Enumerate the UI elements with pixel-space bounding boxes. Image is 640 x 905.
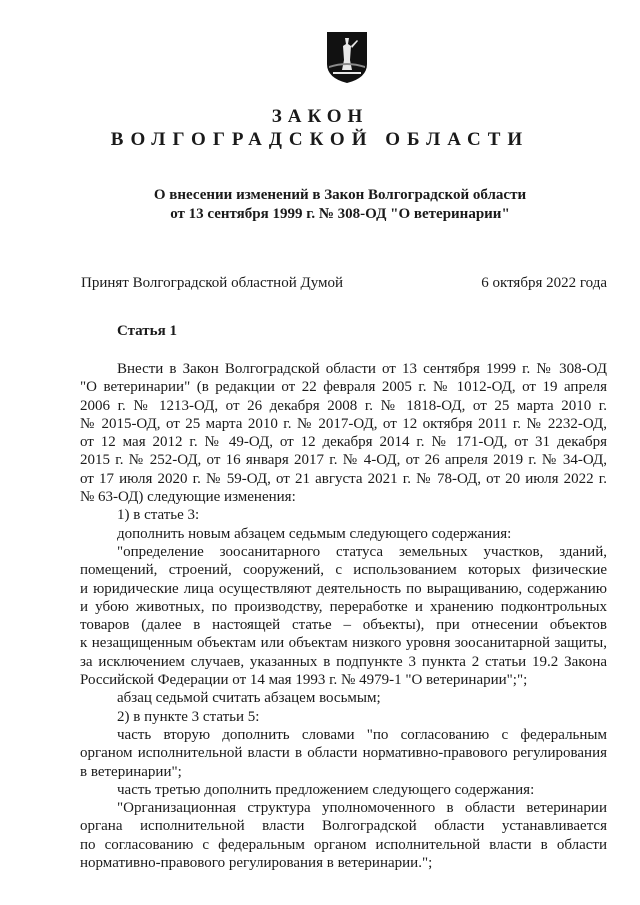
text-line: товаров (далее в настоящей статье – объекты), при отнесении объектов [80, 617, 607, 634]
law-subtitle-line-2: от 13 сентября 1999 г. № 308-ОД "О ветеринарии" [170, 206, 510, 222]
text-line: и юридические лица осуществляют деятельность по выращиванию, содержанию [80, 580, 607, 597]
text-line: за исключением случаев, указанных в подпункте 3 пункта 2 статьи 19.2 Закона [80, 653, 607, 670]
text-line: органом исполнительной власти в области нормативно-правового регулирования [80, 745, 607, 762]
text-line: часть вторую дополнить словами "по согласованию с федеральным [117, 726, 607, 743]
text-line: нормативно-правового регулирования в ветеринарии."; [80, 855, 433, 872]
text-line: "О ветеринарии" (в редакции от 22 февраля 2005 г. № 1012-ОД, от 19 апреля [80, 379, 607, 396]
text-line: Российской Федерации от 14 мая 1993 г. № 4979-1 "О ветеринарии";"; [80, 672, 528, 689]
text-line: "определение зоосанитарного статуса земельных участков, зданий, [117, 543, 607, 560]
adopted-by-text: Принят Волгоградской областной Думой [81, 275, 344, 291]
text-line: органа исполнительной власти Волгоградской области устанавливается [80, 818, 607, 835]
text-line: к незащищенным объектам или объектам низкого уровня зоосанитарной защиты, [80, 635, 607, 652]
text-line: 1) в статье 3: [117, 507, 200, 524]
text-line: 2006 г. № 1213-ОД, от 26 декабря 2008 г. № 1818-ОД, от 25 марта 2010 г. [80, 397, 607, 414]
text-line: Внести в Закон Волгоградской области от 13 сентября 1999 г. № 308-ОД [117, 361, 607, 377]
adopted-date-text: 6 октября 2022 года [481, 275, 607, 291]
law-title: ЗАКОН [271, 106, 369, 127]
text-line: в ветеринарии"; [80, 763, 182, 780]
law-subtitle-line-1: О внесении изменений в Закон Волгоградской области [153, 187, 527, 203]
article-heading: Статья 1 [117, 323, 177, 339]
text-line: "Организационная структура уполномоченного в области ветеринарии [117, 800, 607, 817]
coat-of-arms-icon [325, 30, 369, 84]
law-region-title: ВОЛГОГРАДСКОЙ ОБЛАСТИ [110, 129, 530, 150]
text-line: 2) в пункте 3 статьи 5: [117, 708, 260, 725]
text-line: от 12 мая 2012 г. № 49-ОД, от 12 декабря 2014 г. № 171-ОД, от 31 декабря [80, 434, 607, 451]
text-line: № 63-ОД) следующие изменения: [80, 489, 296, 506]
text-line: дополнить новым абзацем седьмым следующего содержания: [117, 525, 512, 542]
text-line: абзац седьмой считать абзацем восьмым; [117, 690, 381, 707]
text-line: № 2015-ОД, от 25 марта 2010 г. № 2017-ОД, от 12 октября 2011 г. № 2232-ОД, [80, 415, 607, 432]
text-line: по согласованию с федеральным органом исполнительной власти в области [80, 836, 607, 853]
text-line: от 17 июля 2020 г. № 59-ОД, от 21 августа 2021 г. № 78-ОД, от 20 июля 2022 г. [80, 470, 607, 487]
text-line: помещений, строений, сооружений, с использованием которых физические [80, 562, 607, 579]
article-body [80, 360, 607, 872]
text-line: часть третью дополнить предложением следующего содержания: [117, 781, 535, 798]
text-line: и убою животных, по производству, переработке и хранению подконтрольных [80, 598, 607, 615]
text-line: 2015 г. № 252-ОД, от 16 января 2017 г. № 4-ОД, от 26 апреля 2019 г. № 34-ОД, [80, 452, 607, 469]
